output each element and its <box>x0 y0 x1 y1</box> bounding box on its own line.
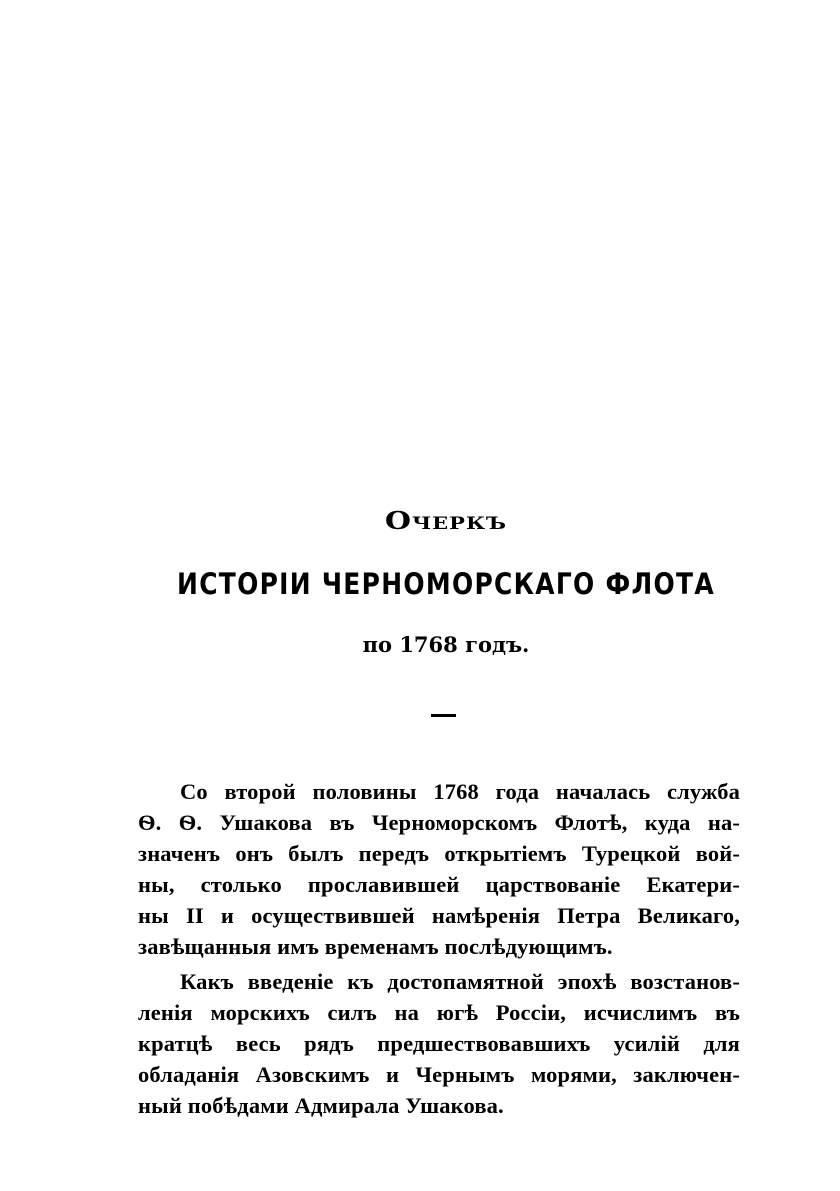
paragraph-line: обладанія Азовскимъ и Чернымъ морями, заключен- <box>138 1062 740 1087</box>
paragraph-2 <box>138 966 740 1121</box>
paragraph-line: ленія морскихъ силъ на югѣ Россіи, исчислимъ въ <box>138 1000 740 1025</box>
paragraph-line: Со второй половины 1768 года началась служба <box>180 779 740 804</box>
paragraph-line: завѣщанныя имъ временамъ послѣдующимъ. <box>138 934 613 959</box>
section-divider <box>431 714 456 717</box>
chapter-title-ocherk: Очеркъ <box>384 507 508 536</box>
chapter-subtitle-year: по 1768 годъ. <box>362 632 530 657</box>
paragraph-line: значенъ онъ былъ передъ открытіемъ Турецкой вой- <box>138 841 740 866</box>
paragraph-line: ны, столько прославившей царствованіе Екатери- <box>138 872 740 897</box>
body-text <box>138 776 740 1121</box>
paragraph-line: ный побѣдами Адмирала Ушакова. <box>138 1093 504 1118</box>
paragraph-line: Ѳ. Ѳ. Ушакова въ Черноморскомъ Флотѣ, куда на- <box>138 810 740 835</box>
paragraph-line: ны II и осуществившей намѣренія Петра Великаго, <box>138 903 740 928</box>
paragraph-1 <box>138 776 740 962</box>
paragraph-line: кратцѣ весь рядъ предшествовавшихъ усилій для <box>138 1031 740 1056</box>
paragraph-line: Какъ введеніе къ достопамятной эпохѣ возстанов- <box>180 969 740 994</box>
chapter-title-history: ИСТОРІИ ЧЕРНОМОРСКАГО ФЛОТА <box>177 567 715 601</box>
